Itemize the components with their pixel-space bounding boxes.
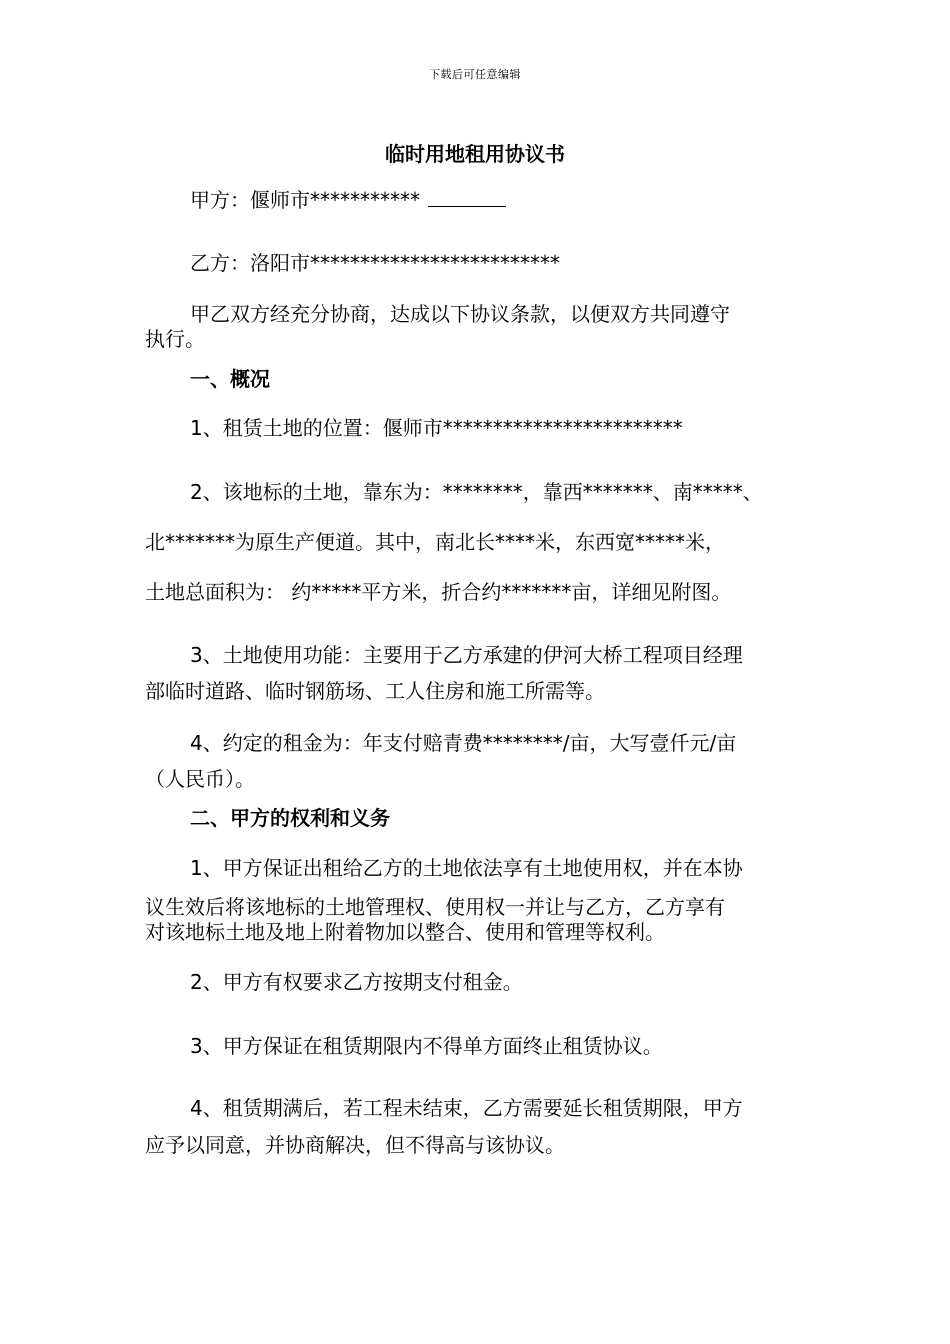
section1-item2-line2: 北*******为原生产便道。其中，南北长****米，东西宽*****米， [145,530,725,554]
intro-line-2: 执行。 [145,327,205,351]
section1-item3-line1: 3、土地使用功能：主要用于乙方承建的伊河大桥工程项目经理 [190,643,743,667]
document-title: 临时用地租用协议书 [385,142,565,166]
intro-line-1: 甲乙双方经充分协商，达成以下协议条款，以便双方共同遵守 [190,302,730,326]
section1-item4-line1: 4、约定的租金为：年支付赔青费********/亩，大写壹仟元/亩 [190,731,737,755]
party-a-blank [428,188,506,207]
section2-item3: 3、甲方保证在租赁期限内不得单方面终止租赁协议。 [190,1034,663,1058]
party-b-line: 乙方：洛阳市************************* [190,251,560,275]
section2-item1-line1: 1、甲方保证出租给乙方的土地依法享有土地使用权，并在本协 [190,856,743,880]
party-a-text: 甲方：偃师市*********** [190,188,420,212]
section2-item1-line3: 对该地标土地及地上附着物加以整合、使用和管理等权利。 [145,920,665,944]
section1-item2-line3: 土地总面积为： 约*****平方米，折合约*******亩，详细见附图。 [145,580,732,604]
page-header: 下载后可任意编辑 [429,68,521,81]
section1-item1: 1、租赁土地的位置：偃师市************************ [190,416,683,440]
party-a-line [190,188,506,212]
section1-item4-line2: （人民币）。 [145,767,255,791]
section2-item4-line2: 应予以同意，并协商解决，但不得高与该协议。 [145,1133,565,1157]
section2-item1-line2: 议生效后将该地标的土地管理权、使用权一并让与乙方，乙方享有 [145,895,725,919]
section2-item4-line1: 4、租赁期满后，若工程未结束，乙方需要延长租赁期限，甲方 [190,1096,743,1120]
section1-item2-line1: 2、该地标的土地，靠东为：********，靠西*******、南*****、 [190,480,763,504]
section2-heading: 二、甲方的权利和义务 [190,806,390,830]
section1-item3-line2: 部临时道路、临时钢筋场、工人住房和施工所需等。 [145,679,605,703]
section2-item2: 2、甲方有权要求乙方按期支付租金。 [190,970,523,994]
section1-heading: 一、概况 [190,367,270,391]
